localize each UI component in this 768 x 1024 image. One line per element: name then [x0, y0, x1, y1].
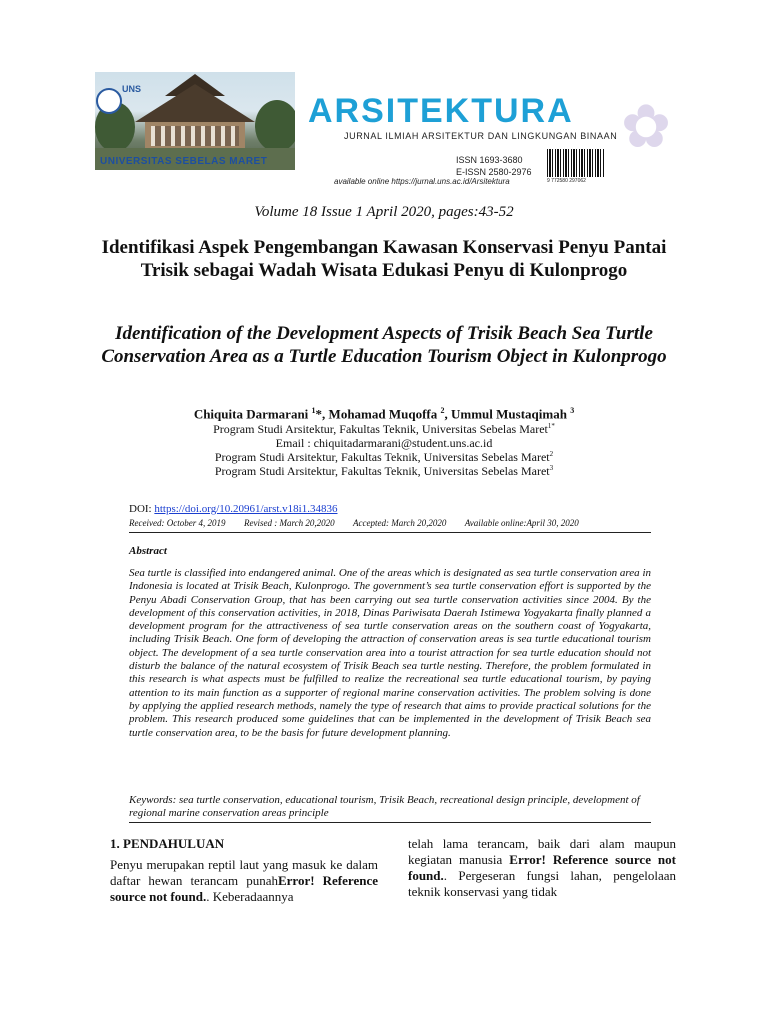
date-accepted: Accepted: March 20,2020	[352, 518, 447, 528]
date-available: Available online:April 30, 2020	[464, 518, 579, 528]
author-email: Email : chiquitadarmarani@student.uns.ac.id	[275, 436, 493, 450]
doi-link[interactable]: https://doi.org/10.20961/arst.v18i1.34836	[154, 503, 338, 515]
volume-line: Volume 18 Issue 1 April 2020, pages:43-52	[254, 204, 514, 220]
uns-label: UNS	[122, 84, 142, 94]
available-online: available online https://jurnal.uns.ac.id/Arsitektura	[334, 177, 510, 186]
right-error-ref: Error! Reference source not found.	[408, 852, 676, 883]
barcode-icon	[547, 149, 605, 177]
doi-label: DOI:	[129, 503, 155, 515]
eissn: E-ISSN 2580-2976	[456, 167, 532, 177]
university-banner-text: UNIVERSITAS SEBELAS MARET	[100, 156, 268, 167]
title-english: Identification of the Development Aspects of Trisik Beach Sea Turtle Conservation Area as a Turtle Education Tourism Object in Kulonprogo	[101, 323, 667, 367]
author-2-sup: 2	[440, 406, 445, 415]
right-text-1: telah lama terancam, baik dari alam maupun kegiatan manusia	[408, 836, 676, 867]
watermark-seal-icon: ✿	[620, 94, 672, 160]
left-text-2: . Keberadaannya	[206, 889, 294, 904]
journal-name: ARSITEKTURA	[308, 92, 574, 130]
affiliation-2-text: Program Studi Arsitektur, Fakultas Teknik, Universitas Sebelas Maret	[214, 450, 550, 464]
divider-bottom	[129, 822, 651, 823]
author-3: , Ummul Mustaqimah	[444, 406, 571, 422]
keywords	[129, 794, 651, 821]
left-text-1: Penyu merupakan reptil laut yang masuk ke dalam daftar hewan terancam punah	[110, 857, 378, 888]
affiliation-2-sup: 2	[549, 450, 554, 458]
divider-top	[129, 532, 651, 533]
abstract-heading: Abstract	[129, 545, 167, 557]
affiliation-3-sup: 3	[549, 464, 554, 472]
issn: ISSN 1693-3680	[456, 155, 523, 165]
affiliation-3	[0, 464, 768, 479]
doi-line	[129, 503, 338, 515]
section-heading: 1. PENDAHULUAN	[110, 836, 225, 851]
right-text-2: . Pergeseran fungsi lahan, pengelolaan teknik konservasi yang tidak	[408, 868, 676, 899]
affiliation-2	[0, 450, 768, 465]
affiliation-1	[0, 422, 768, 437]
author-3-sup: 3	[570, 406, 575, 415]
affiliation-3-text: Program Studi Arsitektur, Fakultas Teknik, Universitas Sebelas Maret	[214, 464, 550, 478]
keywords-label: Keywords	[129, 794, 173, 806]
affiliation-1-sup: 1*	[547, 422, 555, 430]
right-column-text	[408, 836, 676, 900]
left-error-ref: Error! Reference source not found.	[110, 873, 378, 904]
dates-line	[129, 518, 579, 528]
author-1-mark: *,	[315, 406, 329, 422]
authors-line	[0, 406, 768, 422]
issn-block	[456, 154, 532, 178]
date-revised: Revised : March 20,2020	[243, 518, 335, 528]
author-1-sup: 1	[311, 406, 316, 415]
title-indonesian: Identifikasi Aspek Pengembangan Kawasan Konservasi Penyu Pantai Trisik sebagai Wadah Wisata Edukasi Penyu di Kulonprogo	[101, 237, 667, 281]
left-column-text	[110, 857, 378, 905]
keywords-text: : sea turtle conservation, educational tourism, Trisik Beach, recreational design principle, development of regional marine conservation areas principle	[129, 794, 640, 820]
barcode-number: 9 772580 297062	[547, 178, 586, 184]
journal-subtitle: JURNAL ILMIAH ARSITEKTUR DAN LINGKUNGAN BINAAN	[344, 131, 618, 141]
affiliation-1-text: Program Studi Arsitektur, Fakultas Teknik, Universitas Sebelas Maret	[213, 422, 548, 436]
uns-logo-icon	[96, 88, 122, 114]
abstract-text: Sea turtle is classified into endangered animal. One of the areas which is designated as sea turtle conservation area in Indonesia is located at Trisik Beach, Kulonprogo. The government’s sea turtle conservation effort is supported by the Penyu Abadi Conservation Group, that has been carrying out sea turtle conservation activities since 2004. By the development of this conservation activities, in 2018, Dinas Pariwisata Daerah Istimewa Yogyakarta finally planned a development program for the attractiveness of sea turtle conservation areas on the southern coast of Yogyakarta, including Trisik Beach. One form of developing the attraction of conservation areas is sea turtle educational tourism object. The development of a sea turtle conservation area into a tourist attraction for sea turtle education should not disturb the balance of the natural ecosystem of Trisik Beach sea turtle nesting. Therefore, the problem formulated in this research is what aspects must be fulfilled to realize the recreational sea turtle educational tourism, by paying attention to its main function as a supporter of regional marine conservation activities. The problem solving is done by applying the applied research methods, namely the type of research that aims to provide practical solutions for the problem. This research produced some guidelines that can be implemented in the development of Trisik Beach sea turtle conservation area, to be the basis for future development planning.	[129, 567, 651, 739]
author-2: Mohamad Muqoffa	[328, 406, 441, 422]
date-received: Received: October 4, 2019	[129, 518, 226, 528]
author-1: Chiquita Darmarani	[193, 406, 312, 422]
